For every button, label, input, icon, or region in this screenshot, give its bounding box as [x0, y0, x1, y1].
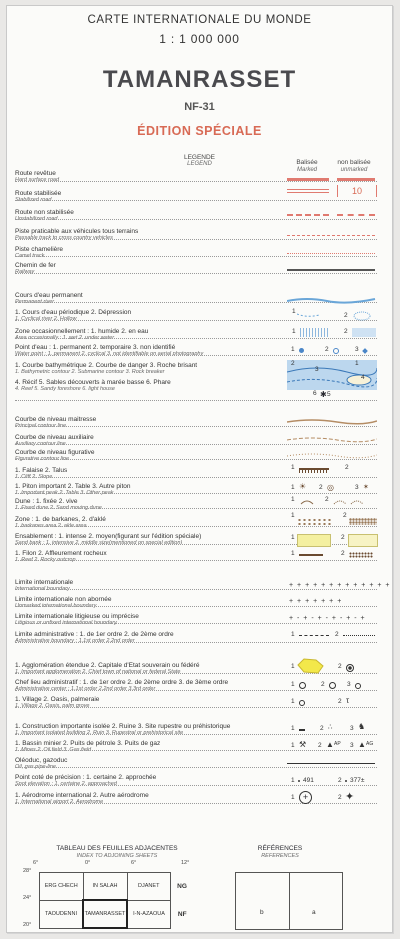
col-marked-en: Marked [296, 167, 317, 174]
legend-item-cliff: 1. Falaise 2. Talus 1. Cliff 2. Slope [15, 467, 68, 481]
index-cell-taoudenni[interactable]: TAOUDENNI [40, 900, 84, 928]
leader-line [15, 426, 377, 427]
spot-elevation-dot [298, 780, 300, 782]
sym-number: 2 [338, 663, 342, 670]
water-point-permanent-icon [299, 348, 304, 353]
sym-number: 1 [291, 698, 295, 705]
leader-line [15, 256, 377, 257]
building-icon [299, 729, 305, 731]
leader-line [15, 803, 377, 804]
sym-number: 1 [291, 663, 295, 670]
sym-number: 1 [291, 725, 295, 732]
village-icon [299, 700, 305, 706]
sym-number: 5 [327, 391, 331, 398]
legend-item-intl-boundary: Limite internationale International boundary [15, 579, 74, 593]
legend-item-agglomeration: 1. Agglomération étendue 2. Capitale d'Etat souverain ou fédéré 1. Important agglomeration 2. Chief town of national or federal State [15, 662, 200, 676]
leader-line [15, 767, 377, 768]
index-row [40, 900, 194, 928]
legend-title: LEGENDE [183, 154, 216, 161]
series-title: CARTE INTERNATIONALE DU MONDE [87, 14, 312, 26]
mine-icon: ⚒ [299, 740, 307, 749]
sym-number: 3 [315, 366, 319, 373]
figurative-contour-symbol [287, 452, 377, 460]
index-row-tag: NF [177, 910, 187, 918]
admin-boundary-1st [299, 635, 329, 636]
sym-number: 1 [291, 346, 295, 353]
leader-line [15, 219, 377, 220]
sym-number: 4 [361, 374, 365, 381]
aux-contour-symbol [287, 436, 377, 444]
international-airport-icon: + [299, 791, 312, 804]
sym-number: 2 [341, 534, 345, 541]
legend-item-bathymetric: 1. Courbe bathymétrique 2. Courbe de danger 3. Roche brisant 1. Bathymetric contour 2. Submarine contour 3. Rock breaker [15, 362, 198, 376]
leader-line [15, 623, 377, 624]
index-cell-tamanrasset[interactable]: TAMANRASSET [83, 900, 127, 928]
ruin-icon: ∴ [328, 724, 333, 731]
admin-center-2nd-icon [329, 682, 336, 689]
sym-number: 2 [345, 464, 349, 471]
legend-item-spot-elevation: Point coté de précision : 1. certaine 2. approchée Spot elevation : 1. certaine 2. approached [15, 774, 157, 788]
references-divider [289, 873, 290, 929]
reef-line-symbol [299, 554, 323, 556]
sym-number: 2 [319, 484, 323, 491]
leader-line [15, 606, 377, 607]
spot-elevation-certain: 491 [303, 777, 314, 784]
palm-grove-icon: τ [346, 696, 350, 705]
edition-label: ÉDITION SPÉCIALE [137, 124, 262, 138]
sym-number: 3 [347, 681, 351, 688]
admin-center-3rd-icon [355, 683, 361, 689]
sym-number: 1 [291, 794, 295, 801]
sym-number: 1 [291, 742, 295, 749]
important-peak-icon: ☀ [299, 482, 307, 491]
aerodrome-icon: ✦ [345, 791, 355, 803]
sym-number: 2 [320, 725, 324, 732]
index-row [40, 873, 194, 901]
legend-item-rocky-outcrop: 1. Filon 2. Affleurement rocheux 1. Reef 2. Rocky outcrop [15, 550, 107, 564]
legend-item-sand-bank: Ensablement : 1. intense 2. moyen(figurant sur l'édition spéciale) Sand bank : 1. intensive 2. middle size(mentioned on special edition) [15, 533, 202, 547]
leader-line [15, 785, 377, 786]
sym-number: 2 [321, 681, 325, 688]
railway-symbol [287, 269, 375, 271]
legend-item-unmarked-boundary: Limite internationale non abornée Unmarked international boundary [15, 596, 112, 610]
legend-item-stabilized-road: Route stabilisée Stabilized road [15, 190, 62, 204]
gas-well-icon: ▲ [358, 740, 366, 749]
legend-item-railway: Chemin de fer Railway [15, 262, 56, 276]
legend-item-passable-track: Piste praticable aux véhicules tous terrains Passable track to cross country vehicles [15, 228, 139, 242]
sym-number: 1 [291, 484, 295, 491]
leader-line [15, 707, 377, 708]
dune-symbol [299, 496, 377, 508]
sym-number: 3 [350, 725, 354, 732]
sym-number: 2 [325, 496, 329, 503]
lighthouse-icon: ✱ [320, 390, 327, 399]
leader-line [15, 477, 377, 478]
legend-item-principal-contour: Courbe de niveau maitresse Principal contour line [15, 416, 97, 430]
pipeline-symbol [287, 763, 375, 764]
sand-bank-middle-swatch [348, 534, 378, 547]
leader-line [15, 200, 377, 201]
sym-number: 1 [291, 681, 295, 688]
legend-item-water-point: Point d'eau : 1. permanent 2. temporaire 3. non identifié Water point : 1. permanent 2. cyclical 3. not identifiable on aerial photography [15, 344, 204, 358]
leader-line [15, 734, 377, 735]
leader-line [15, 338, 377, 339]
sym-number: 3 [350, 742, 354, 749]
references-cell-b: b [260, 909, 264, 916]
hard-road-symbol-unmarked [337, 178, 375, 181]
legend-title-en: LEGEND [187, 161, 212, 167]
legend-item-village: 1. Village 2. Oasis, palmeraie 1. Village 2. Oasis, palm grove [15, 696, 100, 710]
lat-label: 24° [23, 895, 32, 901]
unstabilized-road-symbol [287, 214, 329, 216]
leader-line [15, 181, 377, 182]
oil-field-label: AP [334, 741, 341, 747]
rupestral-site-icon: ♞ [358, 722, 366, 731]
gas-field-label: AG [366, 741, 374, 747]
references-title-en: REFERENCES [261, 853, 299, 860]
legend-item-permanent-river: Cours d'eau permanent Permanent river [15, 292, 83, 306]
unmarked-boundary-symbol: + + + + + + + [289, 598, 343, 605]
spot-elevation-approx: 377± [350, 777, 365, 784]
legend-item-peak: 1. Piton important 2. Table 3. Autre piton 1. Important peak 2. Table 3. Other peak [15, 483, 131, 497]
sym-number: 3 [355, 346, 359, 353]
sym-number: 1 [292, 328, 296, 335]
leader-line [15, 400, 377, 401]
lon-label: 0° [85, 860, 91, 866]
index-title: TABLEAU DES FEUILLES ADJACENTES [56, 845, 178, 852]
sym-number: 2 [343, 512, 347, 519]
legend-item-wet-area: Zone occasionnellement : 1. humide 2. en eau Area occasionally : 1. wet 2. under water [15, 328, 149, 342]
leader-line [15, 560, 377, 561]
legend-item-pipeline: Oléoduc, gazoduc Oil, gas pipe-line [15, 757, 68, 771]
leader-line [15, 273, 377, 274]
lon-label: 6° [131, 860, 137, 866]
road-number-marker: 10 [337, 185, 377, 197]
rocky-outcrop-pattern [349, 552, 373, 558]
col-marked-header [282, 159, 332, 174]
references-box [235, 872, 343, 930]
leader-line [15, 355, 377, 356]
admin-boundary-2nd [343, 635, 375, 636]
admin-center-1st-icon [299, 682, 306, 689]
leader-line [15, 642, 377, 643]
legend-item-aux-contour: Courbe de niveau auxiliaire Auxiliary contour line [15, 434, 94, 448]
leader-line [15, 750, 377, 751]
legend-item-reef: 4. Récif 5. Sables découverts à marée basse 6. Phare 4. Reef 5. Sandy foreshore 6. light house [15, 379, 171, 393]
legend-item-mines: 1. Bassin minier 2. Puits de pétrole 3. Puits de gaz 1. Mines 2. Oil field 3. Gas field [15, 740, 161, 754]
col-unmarked-header [329, 159, 379, 174]
oil-well-icon: ▲ [326, 740, 334, 749]
principal-contour-symbol [287, 418, 377, 426]
sym-number: 1 [355, 360, 359, 367]
sheet-name: TAMANRASSET [102, 66, 297, 93]
sym-number: 2 [344, 312, 348, 319]
legend-item-hard-road: Route revêtue Hard surface road [15, 170, 60, 184]
sym-number: 1 [291, 464, 295, 471]
col-unmarked-fr: non balisée [337, 159, 371, 166]
sym-number: 2 [338, 777, 342, 784]
references-title: RÉFÉRENCES [257, 845, 303, 852]
capital-icon [346, 664, 354, 672]
unstabilized-road-symbol-unmarked [337, 214, 375, 216]
sym-number: 1 [291, 550, 295, 557]
litigious-boundary-symbol: + - + - + - + - + - + [289, 615, 366, 622]
other-peak-icon: ✶ [363, 484, 369, 491]
map-scale: 1 : 1 000 000 [159, 32, 240, 46]
sym-number: 1 [292, 308, 296, 315]
references-cell-a: a [312, 909, 316, 916]
sym-number: 2 [291, 360, 295, 367]
lon-label: 12° [181, 860, 190, 866]
camel-track-symbol [287, 253, 375, 254]
sym-number: 2 [341, 550, 345, 557]
legend-item-dune: Dune : 1. fixée 2. vive 1. Fixed dune 2. Sand moving dune [15, 498, 102, 512]
sheet-code: NF-31 [184, 101, 215, 113]
leader-line [15, 690, 377, 691]
leader-line [15, 526, 377, 527]
index-title-en: INDEX TO ADJOINING SHEETS [76, 853, 158, 860]
col-unmarked-en: unmarked [340, 167, 368, 174]
hollow-symbol [297, 310, 377, 322]
cliff-symbol [299, 468, 329, 473]
sym-number: 1 [291, 496, 295, 503]
lon-label: 6° [33, 860, 39, 866]
sym-number: 1 [291, 631, 295, 638]
bathymetric-symbol-panel [287, 360, 377, 390]
sym-number: 3 [355, 484, 359, 491]
water-point-unidentified-icon [362, 348, 368, 354]
legend-item-admin-boundary: Limite administrative : 1. de 1er ordre 2. de 2ème ordre Administrative boundary : 1.1st order 2.2nd order [15, 631, 174, 645]
legend-item-aerodrome: 1. Aérodrome international 2. Autre aérodrome 1. International airport 2. Aerodrome [15, 792, 149, 806]
sym-number: 2 [344, 328, 348, 335]
barkanes-pattern [297, 518, 333, 525]
lat-label: 28° [23, 868, 32, 874]
legend-item-barkanes: Zone : 1. de barkanes, 2. d'aklé 1. barkanes area 2. akle area [15, 516, 106, 530]
index-row-tag: NG [177, 882, 187, 890]
index-cell-in-salah[interactable]: IN SALAH [83, 873, 127, 901]
leader-line [15, 589, 377, 590]
sym-number: 1 [291, 777, 295, 784]
wet-area-symbol [300, 328, 330, 337]
passable-track-symbol [287, 235, 375, 236]
col-marked-fr: Balisée [296, 159, 318, 166]
sym-number: 2 [338, 698, 342, 705]
references-header [235, 845, 325, 860]
sym-number: 2 [318, 742, 322, 749]
lat-label: 20° [23, 922, 32, 928]
index-cell-djanet[interactable]: DJANET [127, 873, 171, 901]
adjoining-sheets-index [39, 872, 194, 929]
akle-pattern [349, 518, 377, 525]
legend-item-camel-track: Piste chamelière Camel track [15, 246, 64, 260]
table-icon: ◎ [327, 483, 334, 492]
index-header [37, 845, 197, 860]
index-cell-in-azaoua[interactable]: I-N-AZAOUA [127, 900, 171, 928]
water-point-temporary-icon [333, 348, 339, 354]
sym-number: 1 [291, 512, 295, 519]
legend-item-building: 1. Construction importante isolée 2. Ruine 3. Site rupestre ou préhistorique 1. Important isolated building 2. Ruin 3. Rupestral or prehistorical site [15, 723, 231, 737]
legend-item-unstabilized-road: Route non stabilisée Unstabilized road [15, 209, 74, 223]
stabilized-road-symbol-marked [287, 189, 329, 193]
spot-elevation-dot [345, 780, 347, 782]
sym-number: 2 [325, 346, 329, 353]
legend-item-figurative-contour: Courbe de niveau figurative Figurative contour line [15, 449, 95, 463]
flooded-area-symbol [352, 328, 376, 337]
agglomeration-symbol [296, 657, 326, 675]
legend-item-litigious-boundary: Limite internationale litigieuse ou imprécise Litigious or unfixed international boundary [15, 613, 139, 627]
map-legend-sheet [6, 5, 393, 933]
sym-number: 1 [291, 534, 295, 541]
sand-bank-intense-swatch [297, 534, 331, 547]
sym-number: 2 [338, 794, 342, 801]
leader-line [15, 239, 377, 240]
hard-road-symbol-marked [287, 178, 329, 181]
legend-item-admin-center: Chef lieu administratif : 1. de 1er ordre 2. de 2ème ordre 3. de 3ème ordre Administrative center : 1.1st order 2.2nd order 3.3rd order [15, 679, 229, 693]
leader-line [15, 508, 377, 509]
permanent-river-symbol [287, 295, 377, 305]
intl-boundary-symbol: + + + + + + + + + + + + + [289, 582, 391, 589]
sym-number: 2 [335, 631, 339, 638]
legend-item-cyclical-river: 1. Cours d'eau périodique 2. Dépression 1. Cyclical river 2. Hollow [15, 309, 132, 323]
sym-number: 6 [313, 390, 317, 397]
index-cell-erg-chech[interactable]: ERG CHECH [40, 873, 84, 901]
leader-line [15, 444, 377, 445]
leader-line [15, 493, 377, 494]
